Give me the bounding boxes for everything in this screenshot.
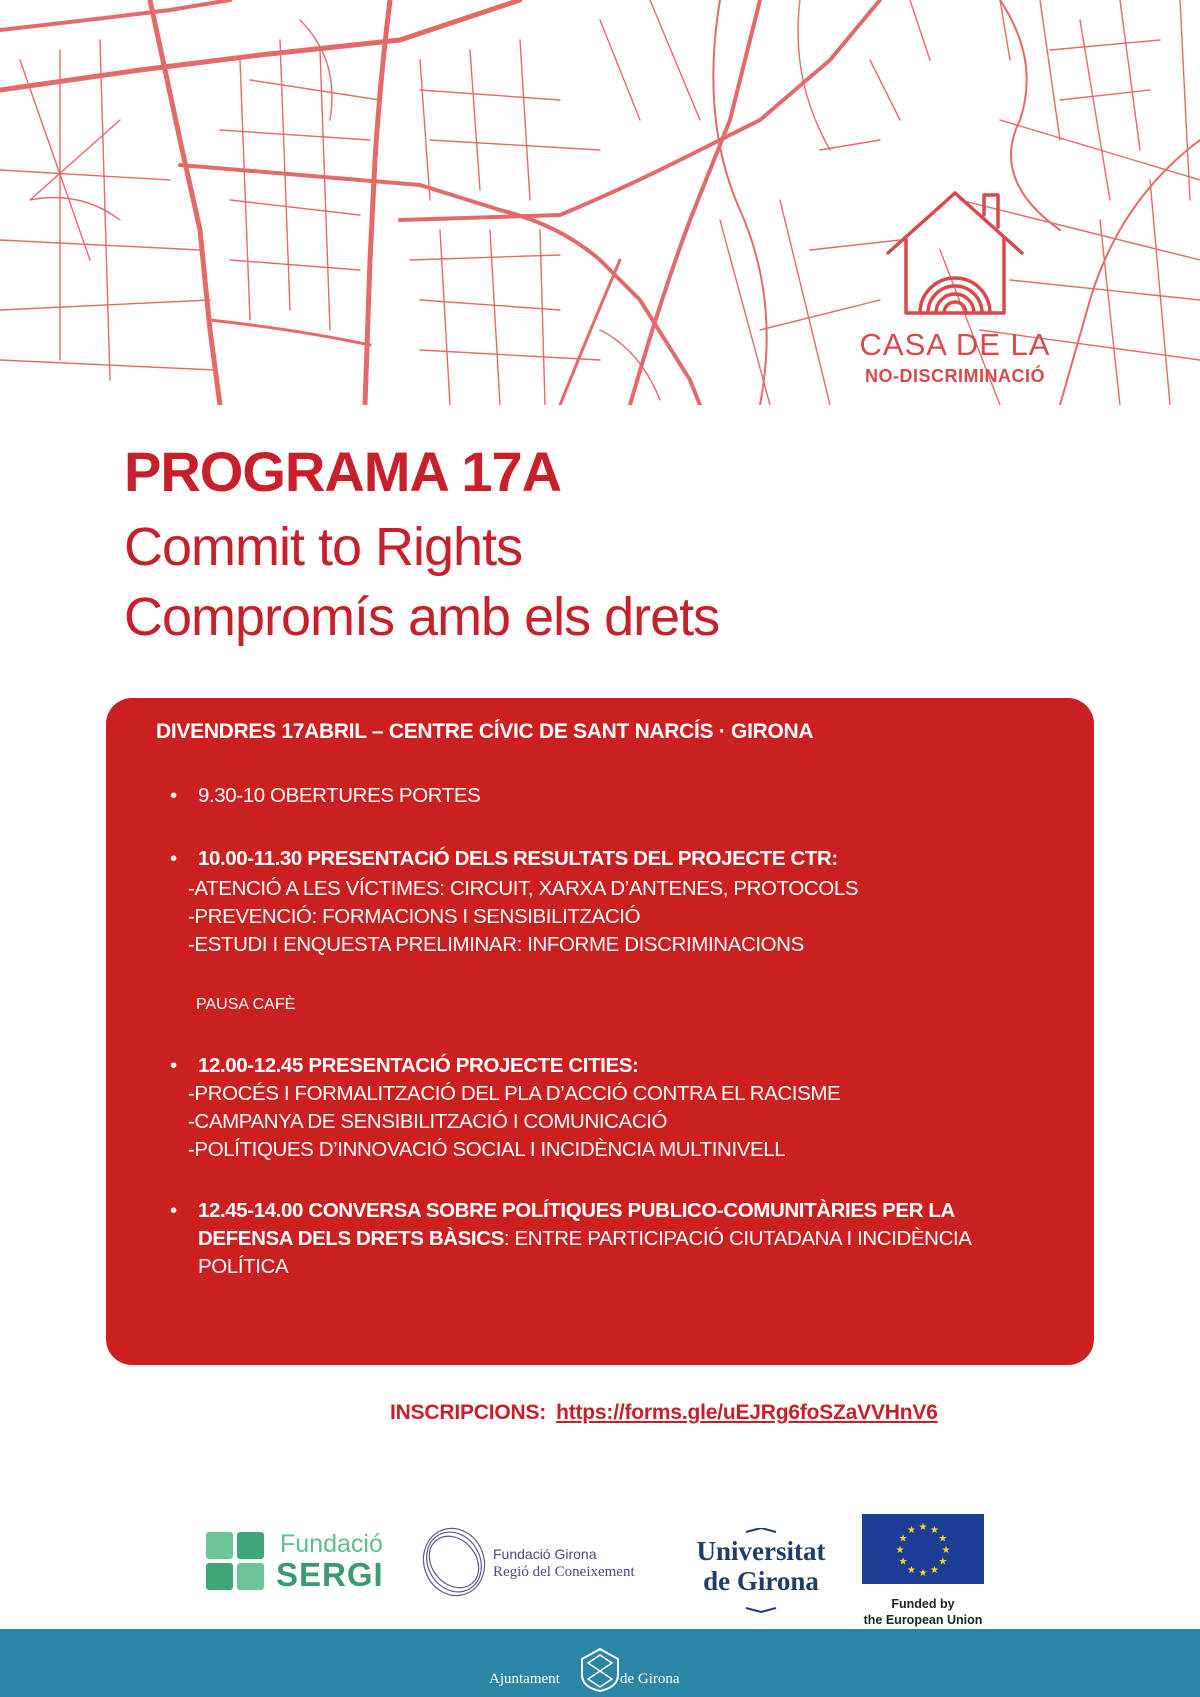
fgirona-line1: Fundació Girona [493, 1546, 597, 1562]
eu-stars-icon [862, 1514, 984, 1584]
eu-line2: the European Union [863, 1613, 983, 1627]
programme-subitem: -PROCÉS I FORMALITZACIÓ DEL PLA D’ACCIÓ CONTRA EL RACISME [188, 1082, 841, 1105]
eu-line1: Funded by [891, 1597, 955, 1611]
udg-line1: Universitat [696, 1536, 826, 1566]
programme-subitem: -PREVENCIÓ: FORMACIONS I SENSIBILITZACIÓ [188, 905, 641, 928]
map-street [430, 140, 600, 150]
map-street [1050, 40, 1160, 50]
map-street [180, 165, 700, 405]
programme-box [106, 698, 1094, 1365]
map-street [0, 360, 215, 370]
page-title: PROGRAMA 17A [124, 440, 562, 503]
map-street [1040, 0, 1060, 140]
map-street [630, 0, 760, 405]
registration-link[interactable]: https://forms.gle/uEJRg6foSZaVVHnV6 [556, 1401, 938, 1424]
city-shield-icon [580, 1647, 620, 1693]
footer-bar [0, 1629, 1200, 1697]
programme-item-title: 10.00-11.30 PRESENTACIÓ DELS RESULTATS DEL PROJECTE CTR: [198, 847, 838, 870]
map-street [0, 0, 230, 30]
udg-bracket-icon [686, 1528, 836, 1614]
map-street [910, 0, 930, 60]
map-street [490, 230, 500, 405]
map-street [600, 20, 640, 120]
programme-item-title: 12.45-14.00 CONVERSA SOBRE POLÍTIQUES PUBLICO-COMUNITÀRIES PER LA DEFENSA DELS DRETS BÀSICS [198, 1199, 955, 1250]
subtitle-english: Commit to Rights [124, 517, 523, 577]
map-street [1000, 120, 1200, 180]
subtitle-catalan: Compromís amb els drets [124, 587, 720, 647]
eu-star-icon: ★ [941, 1545, 951, 1556]
partner-logos [0, 1500, 1200, 1630]
eu-star-icon: ★ [918, 1568, 928, 1579]
programme-subitem: -CAMPANYA DE SENSIBILITZACIÓ I COMUNICACIÓ [188, 1110, 668, 1133]
map-street [470, 50, 480, 190]
programme-item-doors [170, 782, 480, 810]
fundacio-girona-logo [418, 1522, 658, 1602]
orbit-rings-icon [418, 1522, 488, 1602]
map-street [870, 60, 900, 120]
programme-header: DIVENDRES 17ABRIL – CENTRE CÍVIC DE SANT NARCÍS · GIRONA [156, 720, 814, 743]
registration-line [390, 1401, 938, 1425]
programme-item-title: 12.00-12.45 PRESENTACIÓ PROJECTE CITIES: [198, 1054, 639, 1077]
map-street [400, 0, 880, 220]
udg-line2: de Girona [703, 1566, 819, 1596]
fundacio-sergi-logo [206, 1530, 406, 1593]
map-street [713, 0, 766, 405]
eu-star-icon: ★ [918, 1522, 928, 1533]
casa-logo-line2: NO-DISCRIMINACIÓ [865, 366, 1045, 386]
footer-de-girona: de Girona [620, 1671, 680, 1687]
programme-item-conversa [170, 1197, 1050, 1281]
bullet-icon: • [170, 1199, 177, 1222]
registration-label: INSCRIPCIONS: [390, 1401, 547, 1424]
eu-star-icon: ★ [938, 1556, 948, 1568]
programme-item-text [170, 1197, 1050, 1281]
map-street [240, 60, 250, 320]
map-street [250, 80, 380, 100]
eu-star-icon: ★ [907, 1564, 916, 1576]
map-street [1120, 0, 1140, 150]
sergi-square-icon [237, 1532, 264, 1559]
eu-funding-logo [862, 1514, 986, 1634]
map-street [440, 230, 450, 405]
bullet-icon: • [170, 784, 177, 807]
programme-subitem: -ATENCIÓ A LES VÍCTIMES: CIRCUIT, XARXA D’ANTENES, PROTOCOLS [188, 877, 859, 900]
programme-item-text: 9.30-10 OBERTURES PORTES [198, 784, 481, 807]
eu-flag-icon [862, 1514, 984, 1584]
map-street [780, 200, 830, 405]
map-street [230, 260, 360, 270]
sergi-square-icon [206, 1532, 233, 1559]
house-rainbow-icon [880, 185, 1030, 320]
footer-ajuntament: Ajuntament [489, 1671, 560, 1687]
map-street [420, 90, 560, 100]
programme-subitem: -POLÍTIQUES D’INNOVACIÓ SOCIAL I INCIDÈNCIA MULTINIVELL [188, 1138, 786, 1161]
programme-item-cities [170, 1052, 638, 1080]
map-street [650, 0, 700, 120]
sergi-line2: SERGI [276, 1556, 384, 1593]
eu-funded-text [842, 1596, 1004, 1628]
map-street [0, 170, 170, 180]
map-street [1180, 0, 1190, 200]
title-block [124, 440, 719, 652]
eu-star-icon: ★ [938, 1533, 948, 1545]
programme-item-ctr [170, 845, 838, 873]
universitat-girona-logo [686, 1536, 836, 1616]
map-street [210, 320, 370, 345]
eu-star-icon: ★ [930, 1525, 939, 1537]
eu-star-icon: ★ [907, 1525, 916, 1537]
coffee-break-label: PAUSA CAFÈ [196, 996, 296, 1013]
bullet-icon: • [170, 1054, 177, 1077]
map-street [0, 0, 520, 90]
map-street [0, 240, 200, 250]
map-street [230, 200, 360, 215]
eu-star-icon: ★ [895, 1545, 905, 1556]
programme-item-rest: : ENTRE PARTICIPACIÓ CIUTADANA I INCIDÈNCIA POLÍTICA [198, 1227, 971, 1278]
programme-subitem: -ESTUDI I ENQUESTA PRELIMINAR: INFORME DISCRIMINACIONS [188, 933, 804, 956]
casa-logo-line1: CASA DE LA [859, 327, 1051, 362]
bullet-icon: • [170, 847, 177, 870]
eu-star-icon: ★ [898, 1533, 908, 1545]
map-street [410, 255, 560, 260]
fgirona-line2: Regió del Coneixement [493, 1564, 635, 1580]
eu-star-icon: ★ [930, 1564, 939, 1576]
map-street [720, 220, 770, 405]
map-street [20, 60, 90, 260]
map-street [420, 300, 560, 310]
casa-no-discriminacio-logo [835, 185, 1075, 385]
map-street [300, 20, 332, 120]
sergi-square-icon [237, 1563, 264, 1590]
map-street [0, 300, 210, 310]
map-street [1150, 180, 1170, 405]
map-street [520, 40, 530, 200]
eu-star-icon: ★ [898, 1556, 908, 1568]
map-street [560, 260, 620, 405]
sergi-line1: Fundació [280, 1530, 383, 1558]
map-street [30, 120, 120, 200]
map-street [1060, 140, 1200, 405]
map-street [1060, 90, 1150, 100]
sergi-square-icon [206, 1563, 233, 1590]
map-street [420, 60, 430, 200]
